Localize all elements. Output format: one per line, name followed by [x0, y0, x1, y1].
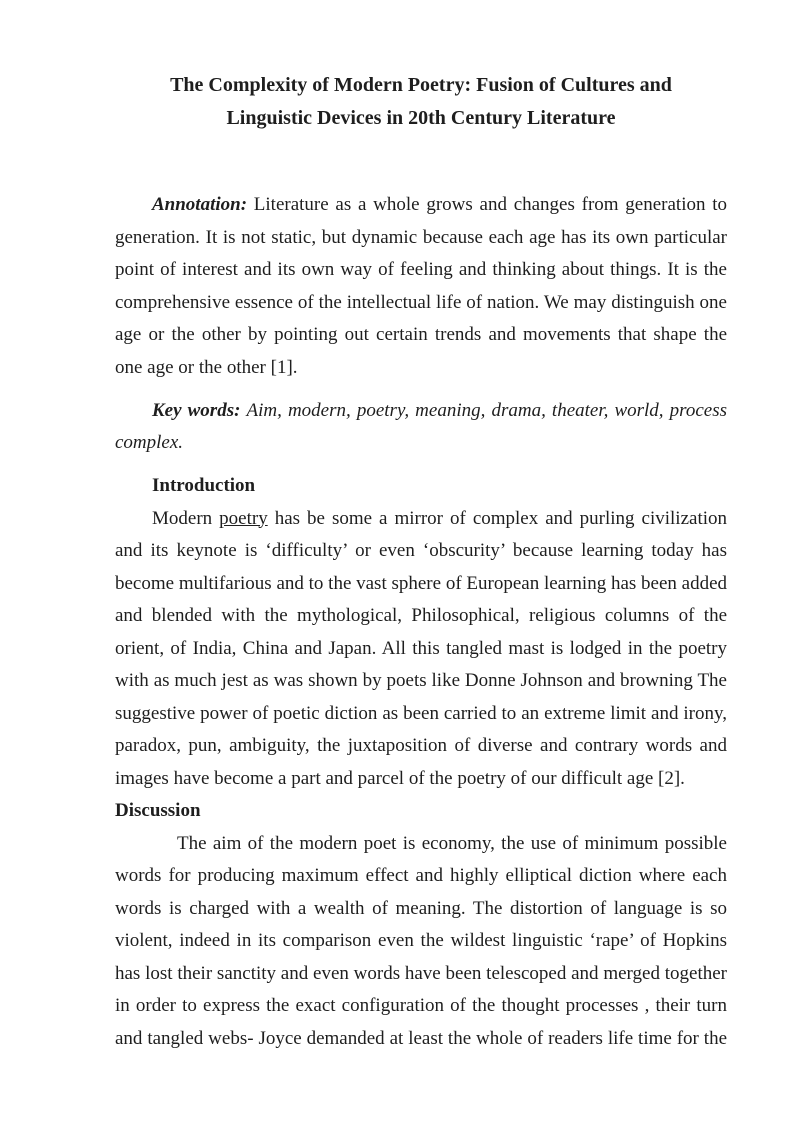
introduction-paragraph: [115, 503, 727, 796]
underlined-word-poetry: poetry: [219, 507, 268, 529]
keywords-label: Key words:: [152, 399, 241, 421]
document-title: The Complexity of Modern Poetry: Fusion of Cultures and Linguistic Devices in 20th Century Literature: [170, 74, 672, 129]
introduction-text-post: has be some a mirror of complex and purling civilization and its keynote is ‘difficulty’ or even ‘obscurity’ because learning today has become multifarious and to the vast sphere of European learning has been added and blended with the mythological, Philosophical, religious columns of the orient, of India, China and Japan. All this tangled mast is lodged in the poetry with as much jest as was shown by poets like Donne Johnson and browning The suggestive power of poetic diction as been carried to an extreme limit and irony, paradox, pun, ambiguity, the juxtaposition of diverse and contrary words and images have become a part and parcel of the poetry of our difficult age [2].: [115, 507, 728, 789]
keywords-paragraph: [115, 395, 727, 460]
annotation-text: Literature as a whole grows and changes from generation to generation. It is not static, but dynamic because each age has its own particular point of interest and its own way of feeling and thinking about things. It is the comprehensive essence of the intellectual life of nation. We may distinguish one age or the other by pointing out certain trends and movements that shape the one age or the other [1].: [115, 194, 728, 378]
introduction-heading: Introduction: [152, 475, 256, 496]
keywords-text: Aim, modern, poetry, meaning, drama, theater, world, process complex.: [115, 399, 727, 453]
introduction-text-pre: Modern: [152, 507, 213, 529]
discussion-heading: Discussion: [115, 800, 201, 821]
discussion-paragraph: The aim of the modern poet is economy, the use of minimum possible words for producing maximum effect and highly elliptical diction where each words is charged with a wealth of meaning. The distortion of language is so violent, indeed in its comparison even the wildest linguistic ‘rape’ of Hopkins has lost their sanctity and even words have been telescoped and merged together in order to express the exact configuration of the thought processes , their turn and tangled webs- Joyce demanded at least the whole of readers life time for the: [115, 832, 727, 1049]
annotation-paragraph: [115, 189, 727, 384]
annotation-label: Annotation:: [152, 194, 248, 215]
